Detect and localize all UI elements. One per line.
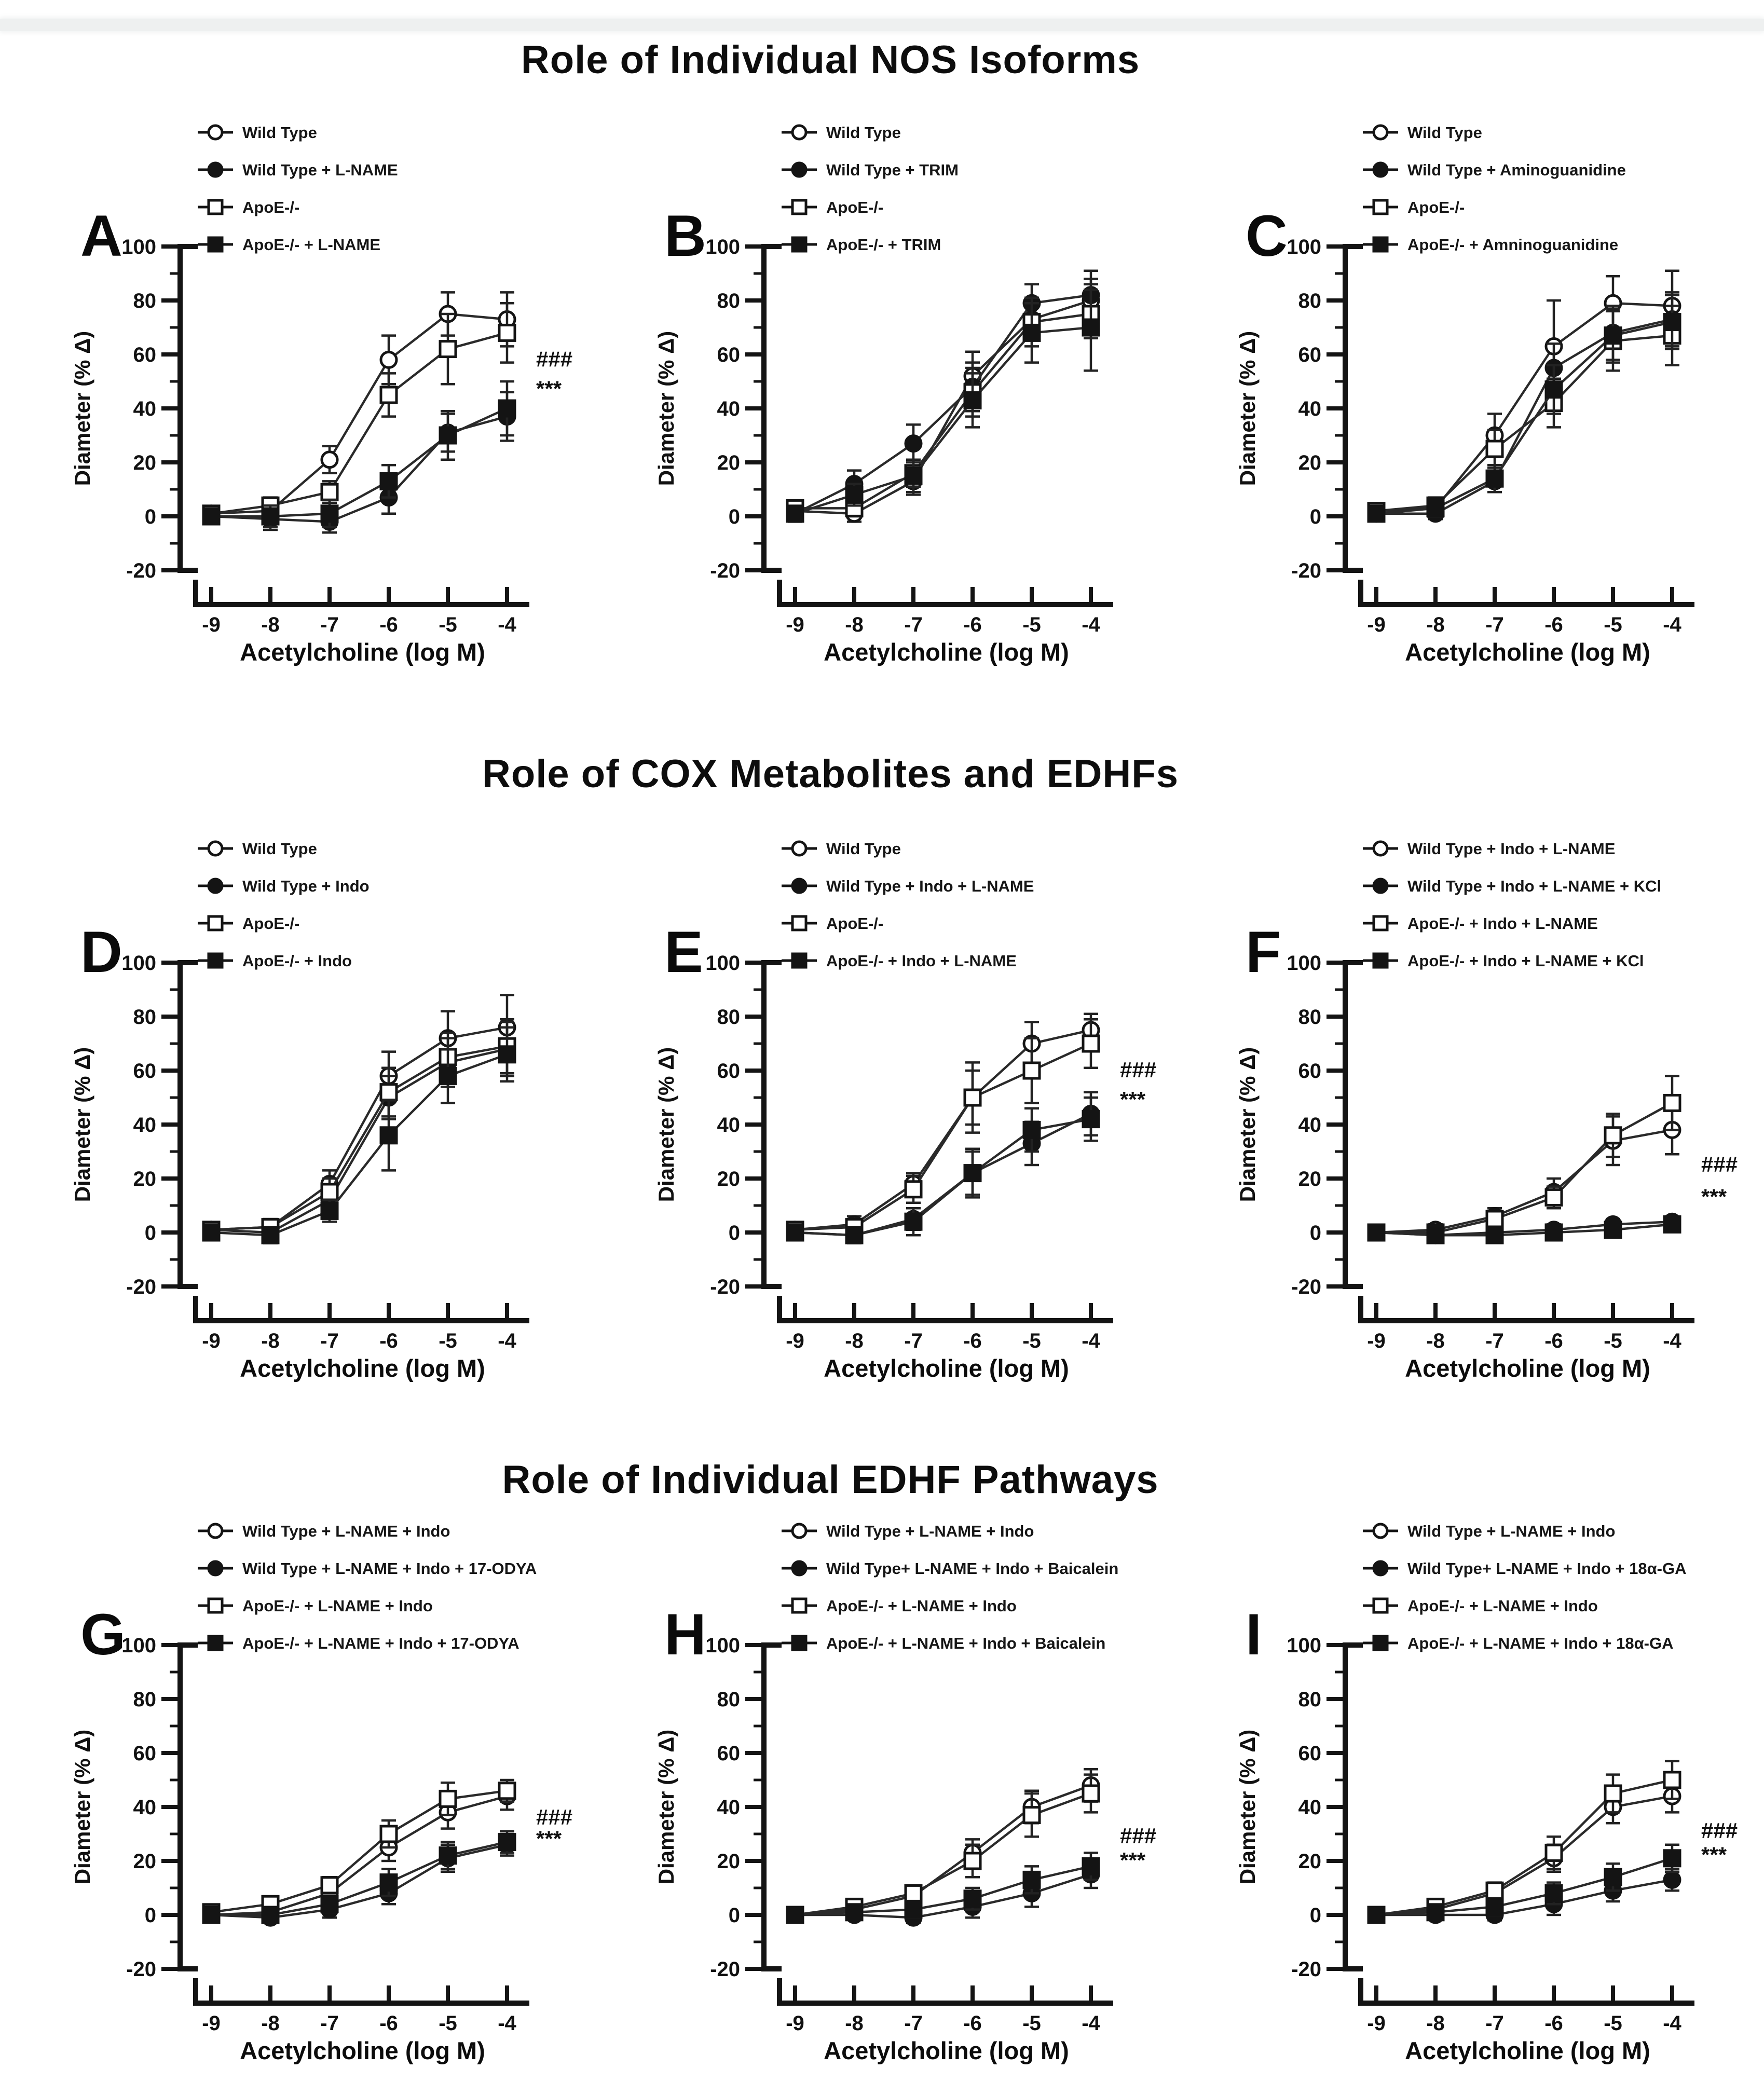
svg-text:-8: -8 [1426, 613, 1445, 636]
y-axis-label: Diameter (% Δ) [654, 1047, 678, 1202]
svg-text:-8: -8 [261, 613, 280, 636]
svg-text:40: 40 [717, 1796, 740, 1819]
panel-letter-B: B [664, 203, 706, 268]
series [203, 292, 515, 521]
svg-text:20: 20 [133, 1850, 156, 1873]
panel-letter-C: C [1246, 203, 1288, 268]
y-axis-label: Diameter (% Δ) [70, 1047, 94, 1202]
legend-label: Wild Type + L-NAME + Indo [242, 1522, 450, 1540]
svg-text:40: 40 [717, 398, 740, 420]
y-axis-label: Diameter (% Δ) [1235, 331, 1260, 486]
svg-text:20: 20 [717, 1850, 740, 1873]
svg-text:-20: -20 [710, 1276, 740, 1298]
svg-text:-4: -4 [498, 1330, 516, 1352]
y-axis [121, 1634, 198, 1981]
svg-text:80: 80 [1298, 1688, 1321, 1711]
svg-text:-7: -7 [1485, 1330, 1504, 1352]
svg-text:80: 80 [717, 290, 740, 312]
panel-I-chart [1225, 1505, 1764, 2081]
svg-text:-6: -6 [963, 1330, 982, 1352]
panel-D-chart [60, 823, 620, 1399]
legend-label: ApoE-/- + Indo [242, 952, 352, 970]
x-axis-label: Acetylcholine (log M) [240, 1354, 485, 1382]
legend [198, 1522, 537, 1652]
legend-label: ApoE-/- + L-NAME + Indo [1407, 1597, 1598, 1615]
legend-label: ApoE-/- + Indo + L-NAME + KCl [1407, 952, 1644, 970]
x-axis-label: Acetylcholine (log M) [240, 638, 485, 666]
panel-letter-F: F [1246, 920, 1281, 984]
svg-text:-9: -9 [202, 613, 221, 636]
svg-text:80: 80 [717, 1006, 740, 1029]
legend-label: ApoE-/- [826, 198, 884, 216]
svg-text:0: 0 [144, 1222, 156, 1244]
legend-label: Wild Type [242, 124, 317, 142]
section-title-nos-isoforms: Role of Individual NOS Isoforms [521, 38, 1140, 82]
series [1369, 271, 1680, 519]
y-axis-label: Diameter (% Δ) [1235, 1047, 1260, 1202]
svg-text:0: 0 [1309, 1904, 1321, 1927]
panel-letter-I: I [1246, 1602, 1262, 1667]
legend-label: ApoE-/- + Indo + L-NAME [1407, 914, 1598, 933]
svg-text:20: 20 [717, 1168, 740, 1190]
svg-text:40: 40 [133, 1114, 156, 1136]
svg-text:-8: -8 [261, 2012, 280, 2035]
svg-text:-7: -7 [320, 2012, 339, 2035]
x-axis [780, 1978, 1113, 2064]
svg-text:-9: -9 [1367, 2012, 1386, 2035]
significance-annotation: ### [536, 1804, 573, 1829]
y-axis-label: Diameter (% Δ) [654, 331, 678, 486]
y-axis [1287, 952, 1363, 1298]
svg-text:-9: -9 [202, 2012, 221, 2035]
significance-annotation: ### [1701, 1152, 1738, 1176]
svg-text:-20: -20 [126, 1958, 156, 1981]
svg-text:80: 80 [133, 1688, 156, 1711]
panel-B [644, 106, 1204, 682]
legend-label: Wild Type + Aminoguanidine [1407, 161, 1626, 179]
svg-text:20: 20 [717, 451, 740, 474]
significance-annotation: ### [1120, 1058, 1157, 1082]
svg-text:-5: -5 [1604, 613, 1622, 636]
legend-label: Wild Type + L-NAME + Indo [826, 1522, 1034, 1540]
series [787, 1098, 1099, 1243]
legend [198, 840, 370, 970]
legend-label: ApoE-/- + L-NAME + Indo [826, 1597, 1017, 1615]
svg-text:-9: -9 [786, 2012, 804, 2035]
legend-label: ApoE-/- + L-NAME + Indo [242, 1597, 433, 1615]
svg-text:0: 0 [728, 1222, 740, 1244]
panel-F-chart [1225, 823, 1764, 1399]
svg-text:-20: -20 [1291, 1276, 1321, 1298]
svg-text:-8: -8 [845, 2012, 864, 2035]
x-axis-label: Acetylcholine (log M) [1405, 2037, 1650, 2064]
svg-text:-4: -4 [1663, 613, 1681, 636]
svg-text:-9: -9 [1367, 613, 1386, 636]
svg-text:20: 20 [1298, 1168, 1321, 1190]
significance-annotation: *** [536, 1826, 562, 1851]
svg-text:-20: -20 [1291, 559, 1321, 582]
y-axis-label: Diameter (% Δ) [70, 1729, 94, 1885]
svg-text:-6: -6 [963, 613, 982, 636]
svg-text:80: 80 [1298, 1006, 1321, 1029]
x-axis [780, 1296, 1113, 1382]
legend [1363, 840, 1661, 970]
y-axis [1287, 1634, 1363, 1981]
svg-text:-6: -6 [379, 1330, 398, 1352]
panel-D [60, 823, 620, 1399]
x-axis-label: Acetylcholine (log M) [824, 1354, 1069, 1382]
legend-label: Wild Type + Indo + L-NAME [826, 877, 1034, 895]
series [203, 995, 515, 1237]
legend-label: Wild Type + Indo + L-NAME [1407, 840, 1616, 858]
svg-text:20: 20 [1298, 451, 1321, 474]
svg-text:-9: -9 [1367, 1330, 1386, 1352]
svg-text:100: 100 [705, 236, 740, 258]
series [203, 1028, 515, 1243]
svg-text:20: 20 [1298, 1850, 1321, 1873]
x-axis-label: Acetylcholine (log M) [1405, 638, 1650, 666]
svg-text:-20: -20 [126, 1276, 156, 1298]
legend-label: ApoE-/- + TRIM [826, 236, 941, 254]
series [787, 1769, 1099, 1923]
svg-text:40: 40 [133, 1796, 156, 1819]
svg-text:60: 60 [1298, 1060, 1321, 1083]
legend-label: Wild Type [826, 840, 901, 858]
legend-label: Wild Type + Indo + L-NAME + KCl [1407, 877, 1662, 895]
y-axis [705, 236, 782, 582]
svg-text:100: 100 [121, 236, 156, 258]
svg-text:0: 0 [728, 505, 740, 528]
svg-text:-4: -4 [1663, 2012, 1681, 2035]
series [1369, 1076, 1680, 1240]
series [787, 271, 1099, 522]
series [787, 1861, 1099, 1925]
panel-letter-G: G [80, 1602, 126, 1667]
svg-text:-7: -7 [904, 2012, 923, 2035]
significance-annotation: *** [1701, 1184, 1727, 1209]
svg-text:-20: -20 [710, 559, 740, 582]
series [1369, 1761, 1680, 1923]
x-axis-label: Acetylcholine (log M) [824, 638, 1069, 666]
svg-text:100: 100 [1287, 1634, 1321, 1657]
panel-C-chart [1225, 106, 1764, 682]
legend-label: ApoE-/- + Indo + L-NAME [826, 952, 1017, 970]
panel-H-chart [644, 1505, 1204, 2081]
svg-text:-7: -7 [1485, 613, 1504, 636]
svg-text:-5: -5 [439, 2012, 457, 2035]
svg-text:-7: -7 [1485, 2012, 1504, 2035]
svg-text:-5: -5 [1604, 2012, 1622, 2035]
svg-text:-6: -6 [1544, 2012, 1563, 2035]
series [787, 1775, 1099, 1923]
panel-E [644, 823, 1204, 1399]
svg-text:40: 40 [717, 1114, 740, 1136]
svg-text:-20: -20 [126, 559, 156, 582]
legend-label: ApoE-/- + L-NAME + Indo + 17-ODYA [242, 1634, 519, 1652]
significance-annotation: ### [536, 347, 573, 372]
svg-text:60: 60 [133, 1060, 156, 1083]
svg-text:-4: -4 [1082, 613, 1100, 636]
panel-C [1225, 106, 1764, 682]
series [787, 290, 1099, 516]
svg-text:100: 100 [121, 952, 156, 975]
panel-G [60, 1505, 620, 2081]
x-axis [196, 1296, 529, 1382]
series [203, 303, 515, 522]
svg-text:-8: -8 [845, 1330, 864, 1352]
legend-label: Wild Type+ L-NAME + Indo + Baicalein [826, 1559, 1119, 1578]
legend-label: Wild Type [1407, 124, 1482, 142]
panel-letter-D: D [80, 920, 122, 984]
svg-text:-8: -8 [845, 613, 864, 636]
svg-text:-5: -5 [439, 613, 457, 636]
svg-text:80: 80 [1298, 290, 1321, 312]
svg-text:100: 100 [121, 1634, 156, 1657]
panel-F [1225, 823, 1764, 1399]
svg-text:-4: -4 [498, 2012, 516, 2035]
svg-text:60: 60 [133, 1742, 156, 1765]
panel-E-chart [644, 823, 1204, 1399]
legend-label: ApoE-/- + L-NAME [242, 236, 381, 254]
legend-label: ApoE-/- + L-NAME + Indo + Baicalein [826, 1634, 1106, 1652]
x-axis-label: Acetylcholine (log M) [240, 2037, 485, 2064]
y-axis-label: Diameter (% Δ) [1235, 1729, 1260, 1885]
svg-text:-8: -8 [261, 1330, 280, 1352]
svg-text:-9: -9 [202, 1330, 221, 1352]
y-axis [121, 236, 198, 582]
series [787, 279, 1099, 522]
legend-label: ApoE-/- [826, 914, 884, 933]
x-axis-label: Acetylcholine (log M) [824, 2037, 1069, 2064]
x-axis [196, 580, 529, 666]
svg-text:100: 100 [1287, 952, 1321, 975]
series [1369, 306, 1680, 518]
legend-label: Wild Type + Indo [242, 877, 370, 895]
svg-text:-8: -8 [1426, 2012, 1445, 2035]
series [203, 1834, 515, 1925]
svg-text:80: 80 [133, 290, 156, 312]
svg-text:0: 0 [144, 1904, 156, 1927]
panel-I [1225, 1505, 1764, 2081]
significance-annotation: ### [1120, 1824, 1157, 1848]
legend-label: ApoE-/- [1407, 198, 1465, 216]
panel-H [644, 1505, 1204, 2081]
x-axis [1361, 580, 1694, 666]
legend [782, 1522, 1118, 1652]
series [1369, 1106, 1680, 1240]
svg-text:40: 40 [1298, 1796, 1321, 1819]
y-axis [121, 952, 198, 1298]
significance-annotation: *** [1120, 1848, 1146, 1872]
panel-G-chart [60, 1505, 620, 2081]
svg-text:-20: -20 [1291, 1958, 1321, 1981]
svg-text:-6: -6 [1544, 613, 1563, 636]
svg-text:-4: -4 [1082, 2012, 1100, 2035]
series [1369, 1780, 1680, 1923]
y-axis [705, 1634, 782, 1981]
section-title-cox-edhf: Role of COX Metabolites and EDHFs [482, 752, 1179, 796]
legend-label: Wild Type [242, 840, 317, 858]
svg-text:-5: -5 [1022, 1330, 1041, 1352]
svg-text:-20: -20 [710, 1958, 740, 1981]
svg-text:0: 0 [728, 1904, 740, 1927]
panel-letter-E: E [664, 920, 703, 984]
svg-text:-8: -8 [1426, 1330, 1445, 1352]
svg-text:-4: -4 [1082, 1330, 1100, 1352]
svg-text:60: 60 [717, 344, 740, 366]
svg-text:20: 20 [133, 451, 156, 474]
significance-annotation: *** [1701, 1842, 1727, 1867]
svg-text:100: 100 [705, 952, 740, 975]
x-axis [196, 1978, 529, 2064]
svg-text:-6: -6 [1544, 1330, 1563, 1352]
svg-text:-7: -7 [904, 613, 923, 636]
panel-A [60, 106, 620, 682]
y-axis-label: Diameter (% Δ) [70, 331, 94, 486]
legend-label: ApoE-/- + L-NAME + Indo + 18α-GA [1407, 1634, 1674, 1652]
svg-text:-7: -7 [320, 613, 339, 636]
significance-annotation: ### [1701, 1818, 1738, 1843]
legend [1363, 124, 1626, 254]
svg-text:-7: -7 [904, 1330, 923, 1352]
svg-text:20: 20 [133, 1168, 156, 1190]
svg-text:40: 40 [1298, 1114, 1321, 1136]
x-axis [780, 580, 1113, 666]
panel-B-chart [644, 106, 1204, 682]
svg-text:60: 60 [133, 344, 156, 366]
panel-A-chart [60, 106, 620, 682]
svg-text:100: 100 [705, 1634, 740, 1657]
series [203, 381, 515, 527]
legend-label: Wild Type + TRIM [826, 161, 959, 179]
svg-text:-7: -7 [320, 1330, 339, 1352]
significance-annotation: *** [536, 376, 562, 401]
svg-text:-5: -5 [1022, 2012, 1041, 2035]
svg-text:-6: -6 [963, 2012, 982, 2035]
svg-text:-6: -6 [379, 613, 398, 636]
legend-label: Wild Type + L-NAME + Indo [1407, 1522, 1616, 1540]
svg-text:-4: -4 [1663, 1330, 1681, 1352]
x-axis-label: Acetylcholine (log M) [1405, 1354, 1650, 1382]
panel-letter-H: H [664, 1602, 706, 1667]
legend-label: Wild Type + L-NAME [242, 161, 398, 179]
svg-text:-9: -9 [786, 1330, 804, 1352]
svg-text:-9: -9 [786, 613, 804, 636]
page-top-band [0, 19, 1764, 31]
series [203, 1831, 515, 1923]
legend-label: ApoE-/- [242, 198, 300, 216]
panel-letter-A: A [80, 203, 122, 268]
svg-text:0: 0 [1309, 1222, 1321, 1244]
legend [782, 840, 1034, 970]
series [787, 1019, 1099, 1238]
svg-text:0: 0 [144, 505, 156, 528]
svg-text:40: 40 [1298, 398, 1321, 420]
section-title-edhf-pathways: Role of Individual EDHF Pathways [502, 1458, 1159, 1502]
legend-label: ApoE-/- + Amninoguanidine [1407, 236, 1619, 254]
svg-text:-6: -6 [379, 2012, 398, 2035]
svg-text:100: 100 [1287, 236, 1321, 258]
legend-label: Wild Type + L-NAME + Indo + 17-ODYA [242, 1559, 537, 1578]
legend [782, 124, 959, 254]
legend [1363, 1522, 1687, 1652]
y-axis [1287, 236, 1363, 582]
legend-label: ApoE-/- [242, 914, 300, 933]
y-axis [705, 952, 782, 1298]
svg-text:80: 80 [133, 1006, 156, 1029]
svg-text:-4: -4 [498, 613, 516, 636]
legend [198, 124, 398, 254]
x-axis [1361, 1296, 1694, 1382]
svg-text:-5: -5 [1604, 1330, 1622, 1352]
svg-text:-5: -5 [1022, 613, 1041, 636]
svg-text:60: 60 [717, 1742, 740, 1765]
series [787, 1092, 1099, 1243]
svg-text:60: 60 [717, 1060, 740, 1083]
significance-annotation: *** [1120, 1087, 1146, 1112]
svg-text:-5: -5 [439, 1330, 457, 1352]
svg-text:60: 60 [1298, 1742, 1321, 1765]
legend-label: Wild Type+ L-NAME + Indo + 18α-GA [1407, 1559, 1687, 1578]
svg-text:60: 60 [1298, 344, 1321, 366]
y-axis-label: Diameter (% Δ) [654, 1729, 678, 1885]
x-axis [1361, 1978, 1694, 2064]
legend-label: Wild Type [826, 124, 901, 142]
svg-text:40: 40 [133, 398, 156, 420]
series [1369, 292, 1680, 521]
svg-text:80: 80 [717, 1688, 740, 1711]
svg-text:0: 0 [1309, 505, 1321, 528]
